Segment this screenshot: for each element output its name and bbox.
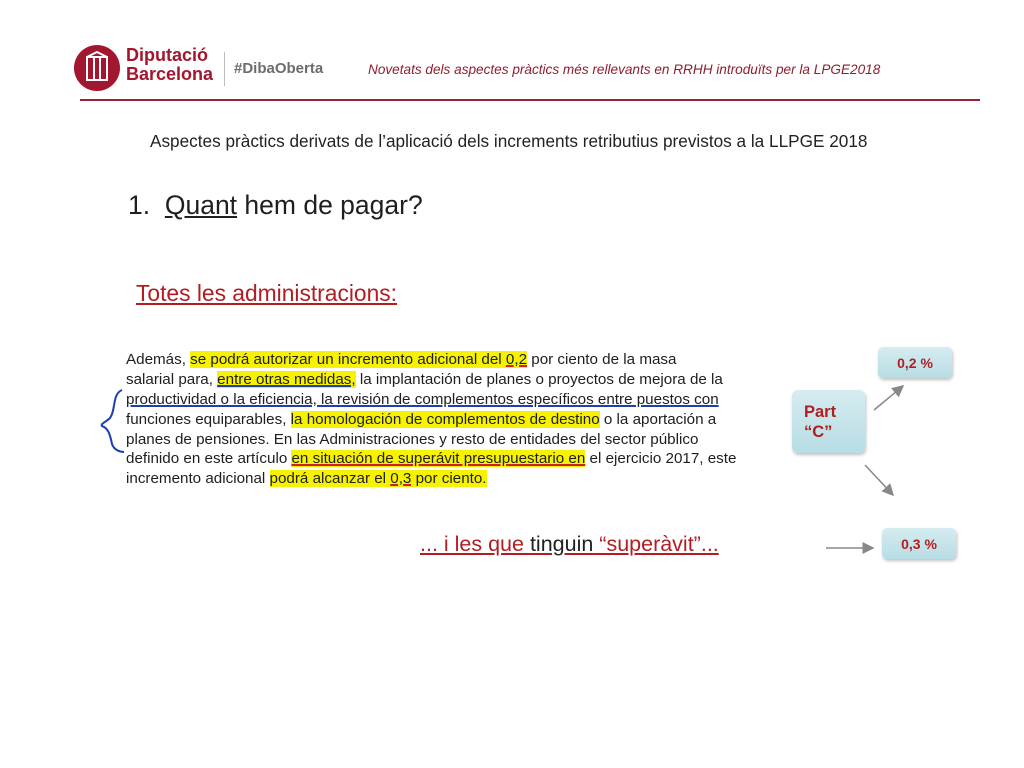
closing-part-b: tinguin: [529, 532, 594, 556]
header-title: Novetats dels aspectes pràctics més rellevants en RRHH introduïts per la LPGE2018: [368, 62, 881, 77]
blue-brace-annotation: [96, 388, 128, 454]
highlighted-value: 0,2: [505, 351, 528, 368]
closing-part-c: “superàvit”...: [593, 532, 719, 556]
section-title-rest: hem de pagar?: [237, 190, 423, 220]
section-title: [128, 190, 423, 221]
legal-text: planes de pensiones. En las Administraciones y resto de entidades del sector público: [126, 430, 699, 448]
highlighted-text: la homologación de complementos de destino: [290, 410, 600, 428]
highlighted-text: entre otras medidas,: [217, 370, 356, 388]
arrow-to-bottom: [865, 465, 893, 495]
part-letter: “C”: [804, 422, 833, 441]
section-number: 1.: [128, 190, 151, 220]
legal-text: o la aportación a: [599, 410, 717, 428]
legal-text: definido en este artículo: [126, 450, 292, 468]
logo-divider: [224, 52, 225, 86]
legal-text: productividad o la eficiencia, la revisión de complementos específicos entre puestos con: [126, 390, 719, 408]
legal-text: por ciento de la masa: [527, 351, 677, 368]
legal-text: el ejercicio 2017, este: [585, 450, 737, 468]
legal-text: Además,: [126, 351, 191, 368]
part-label: Part: [804, 402, 837, 421]
legal-text: salarial para,: [126, 370, 218, 388]
legal-line: [126, 410, 786, 430]
highlighted-value: 0,3: [390, 470, 412, 488]
closing-statement: [420, 532, 719, 557]
highlighted-text: se podrá autorizar un incremento adicional del: [190, 351, 506, 368]
percent-box-bottom: 0,3 %: [882, 528, 956, 559]
legal-line: [126, 350, 786, 370]
diba-logo-icon: [74, 45, 120, 91]
legal-text: funciones equiparables,: [126, 410, 291, 428]
highlighted-text: podrá alcanzar el: [269, 470, 391, 488]
logo-wordmark: [126, 46, 213, 84]
slide-subtitle: Aspectes pràctics derivats de l’aplicació dels increments retributius previstos a la LLPGE 2018: [150, 131, 868, 151]
legal-line: [126, 469, 786, 489]
legal-line: [126, 390, 786, 410]
legal-line: [126, 370, 786, 390]
legal-line: [126, 430, 786, 450]
legal-text: incremento adicional: [126, 470, 270, 488]
highlighted-text: en situación de superávit presupuestario en: [291, 450, 586, 468]
legal-line: [126, 449, 786, 469]
closing-part-a: ... i les que: [420, 532, 530, 556]
administrations-heading: Totes les administracions:: [136, 280, 398, 306]
header-rule: [80, 99, 980, 101]
arrow-to-top: [874, 386, 903, 410]
percent-box-top: 0,2 %: [878, 347, 952, 378]
part-c-box: [792, 390, 865, 453]
section-title-underlined: Quant: [164, 190, 238, 220]
highlighted-text: por ciento.: [411, 470, 487, 488]
legal-text: la implantación de planes o proyectos de mejora de la: [355, 370, 723, 388]
hashtag-label: #DibaOberta: [234, 60, 324, 77]
logo-line-2: Barcelona: [126, 64, 214, 84]
logo-line-1: Diputació: [126, 45, 209, 65]
legal-excerpt: [126, 350, 786, 489]
